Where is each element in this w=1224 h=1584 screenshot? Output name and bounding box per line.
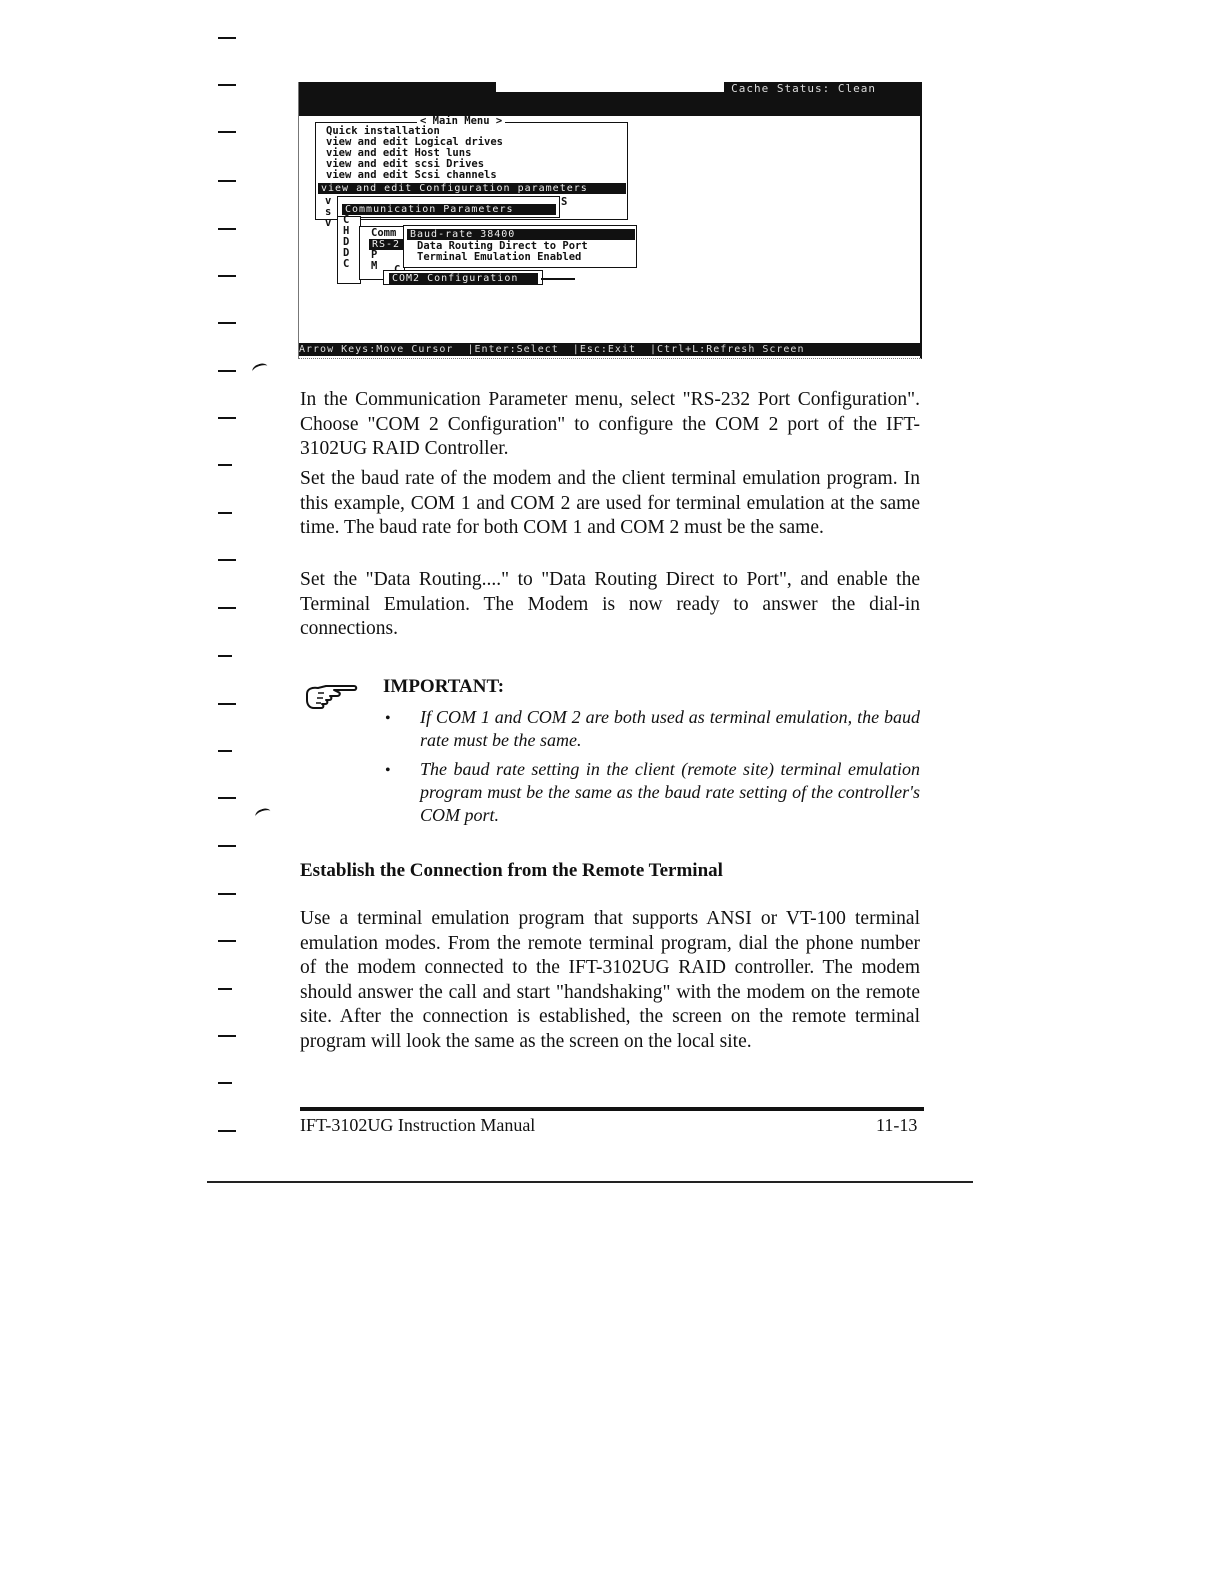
margin-mark bbox=[218, 559, 236, 561]
comm-letter: C bbox=[343, 258, 350, 270]
margin-mark bbox=[218, 703, 236, 705]
comm-letter: D bbox=[343, 247, 350, 259]
connector-line bbox=[541, 278, 575, 280]
important-note-1: If COM 1 and COM 2 are both used as terminal emulation, the baud rate must be the same. bbox=[420, 707, 920, 750]
margin-mark bbox=[218, 512, 232, 514]
margin-mark bbox=[218, 607, 236, 609]
margin-mark bbox=[218, 370, 236, 372]
margin-curve bbox=[251, 362, 269, 377]
section-heading: Establish the Connection from the Remote Terminal bbox=[300, 860, 723, 881]
rs232-item[interactable]: RS-2 bbox=[369, 239, 403, 250]
paragraph-baud-rate: Set the baud rate of the modem and the client terminal emulation program. In this example, COM 1 and COM 2 are used for terminal emulation at the same time. The baud rate for both COM 1 and COM 2 must be the same. bbox=[300, 468, 920, 538]
comm-letter: D bbox=[343, 236, 350, 248]
side-letter: v bbox=[325, 217, 332, 229]
margin-curve bbox=[254, 807, 272, 822]
important-note-2: The baud rate setting in the client (remote site) terminal emulation program must be the same as the baud rate setting of the controller's COM port. bbox=[420, 759, 920, 825]
menu-item-logical-drives[interactable]: view and edit Logical drives bbox=[326, 136, 504, 148]
margin-mark bbox=[218, 131, 236, 133]
com2-configuration-item[interactable]: COM2 Configuration bbox=[389, 273, 538, 284]
margin-mark bbox=[218, 1035, 236, 1037]
margin-mark bbox=[218, 940, 236, 942]
data-routing-item[interactable]: Data Routing Direct to Port bbox=[417, 240, 588, 252]
paragraph-data-routing: Set the "Data Routing...." to "Data Routing Direct to Port", and enable the Terminal Emulation. The Modem is now ready to answer the dial-in connections. bbox=[300, 569, 920, 639]
important-title: IMPORTANT: bbox=[383, 676, 505, 697]
paragraph-comm-menu: In the Communication Parameter menu, select "RS-232 Port Configuration". Choose "COM 2 Configuration" to configure the COM 2 port of the IFT-3102UG RAID Controller. bbox=[300, 389, 920, 459]
side-letter: v bbox=[325, 195, 332, 207]
margin-mark bbox=[218, 988, 232, 990]
margin-mark bbox=[218, 1130, 236, 1132]
margin-mark bbox=[218, 464, 232, 466]
section-body: Use a terminal emulation program that supports ANSI or VT-100 terminal emulation modes. From the remote terminal program, dial the phone number of the modem connected to the IFT-3102UG RAID controller. The modem should answer the call and start "handshaking" with the modem on the remote site. After the connection is established, the screen on the remote terminal program will look the same as the screen on the local site. bbox=[300, 908, 920, 1052]
baud-rate-item[interactable]: Baud-rate 38400 bbox=[407, 229, 635, 240]
bullet-dot: • bbox=[385, 710, 391, 727]
margin-mark bbox=[218, 845, 236, 847]
menu-item-host-luns[interactable]: view and edit Host luns bbox=[326, 147, 472, 159]
margin-mark bbox=[218, 228, 236, 230]
footer-page-number: 11-13 bbox=[876, 1115, 918, 1135]
margin-mark bbox=[218, 750, 232, 752]
footer-rule bbox=[300, 1107, 924, 1111]
terminal-emulation-item[interactable]: Terminal Emulation Enabled bbox=[417, 251, 582, 263]
menu-item-configuration-parameters[interactable]: view and edit Configuration parameters bbox=[318, 183, 626, 194]
margin-mark bbox=[218, 37, 236, 39]
margin-mark bbox=[218, 797, 236, 799]
m-label: M bbox=[371, 260, 378, 272]
cache-status: Cache Status: Clean bbox=[731, 82, 876, 95]
terminal-top-bar bbox=[299, 82, 920, 116]
bullet-dot: • bbox=[385, 762, 391, 779]
side-letter: s bbox=[325, 206, 332, 218]
comm-letter: C bbox=[343, 214, 350, 226]
menu-item-scsi-channels[interactable]: view and edit Scsi channels bbox=[326, 169, 497, 181]
p-label: P bbox=[371, 249, 378, 261]
comm-letter: H bbox=[343, 225, 350, 237]
s-label: S bbox=[561, 196, 568, 208]
main-menu-title: < Main Menu > bbox=[417, 116, 505, 127]
page-bottom-rule bbox=[207, 1181, 973, 1183]
margin-mark bbox=[218, 322, 236, 324]
terminal-bottom-bar: Arrow Keys:Move Cursor |Enter:Select |Esc:Exit |Ctrl+L:Refresh Screen bbox=[299, 343, 920, 356]
pointing-hand-icon bbox=[304, 680, 358, 714]
margin-mark bbox=[218, 893, 236, 895]
margin-mark bbox=[218, 84, 236, 86]
menu-item-quick-installation[interactable]: Quick installation bbox=[326, 125, 440, 137]
comm-label: Comm bbox=[371, 227, 397, 239]
margin-mark bbox=[218, 1082, 232, 1084]
margin-mark bbox=[218, 655, 232, 657]
menu-item-scsi-drives[interactable]: view and edit scsi Drives bbox=[326, 158, 485, 170]
margin-mark bbox=[218, 275, 236, 277]
margin-mark bbox=[218, 417, 236, 419]
margin-mark bbox=[218, 180, 236, 182]
footer-manual-title: IFT-3102UG Instruction Manual bbox=[300, 1115, 536, 1135]
terminal-screenshot bbox=[298, 82, 922, 359]
communication-parameters-item[interactable]: Communication Parameters bbox=[342, 204, 556, 215]
